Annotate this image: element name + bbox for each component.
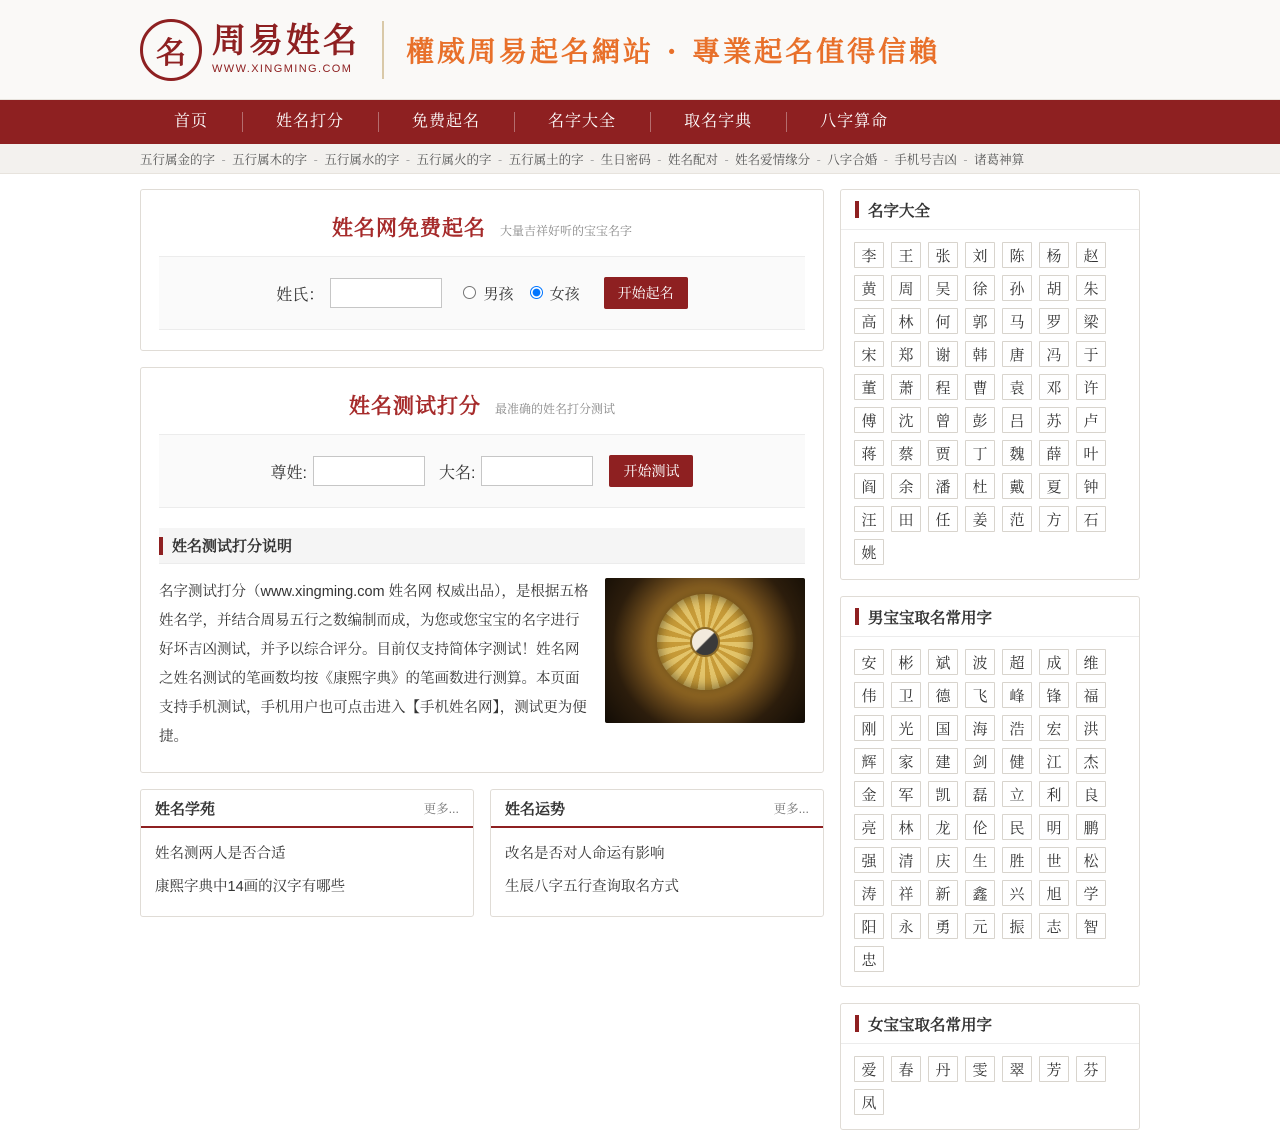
char-cell[interactable]: 福 bbox=[1076, 682, 1106, 708]
char-cell[interactable]: 光 bbox=[891, 715, 921, 741]
char-cell[interactable]: 元 bbox=[965, 913, 995, 939]
char-cell[interactable]: 鹏 bbox=[1076, 814, 1106, 840]
char-cell[interactable]: 周 bbox=[891, 275, 921, 301]
gender-girl-radio[interactable] bbox=[530, 286, 543, 299]
char-cell[interactable]: 峰 bbox=[1002, 682, 1032, 708]
sidebar-title-name-list: 名字大全 bbox=[868, 202, 931, 220]
char-cell[interactable]: 程 bbox=[928, 374, 958, 400]
char-cell[interactable]: 涛 bbox=[854, 880, 884, 906]
char-cell[interactable]: 翠 bbox=[1002, 1056, 1032, 1082]
char-cell[interactable]: 朱 bbox=[1076, 275, 1106, 301]
char-cell[interactable]: 海 bbox=[965, 715, 995, 741]
name-fortune-title: 姓名运势 bbox=[505, 800, 566, 818]
char-cell[interactable]: 梁 bbox=[1076, 308, 1106, 334]
char-cell[interactable]: 沈 bbox=[891, 407, 921, 433]
name-scoring-form bbox=[159, 434, 805, 508]
char-cell[interactable]: 徐 bbox=[965, 275, 995, 301]
char-cell[interactable]: 智 bbox=[1076, 913, 1106, 939]
sidebar-panel-name-list bbox=[840, 189, 1140, 580]
char-cell[interactable]: 宋 bbox=[854, 341, 884, 367]
char-cell[interactable]: 春 bbox=[891, 1056, 921, 1082]
gender-girl-option[interactable] bbox=[525, 283, 580, 304]
main-column bbox=[140, 189, 824, 933]
char-cell[interactable]: 刚 bbox=[854, 715, 884, 741]
char-cell[interactable]: 李 bbox=[854, 242, 884, 268]
char-cell[interactable]: 国 bbox=[928, 715, 958, 741]
title-accent-bar bbox=[855, 608, 859, 625]
gender-girl-label: 女孩 bbox=[549, 285, 580, 303]
char-cell[interactable]: 魏 bbox=[1002, 440, 1032, 466]
char-cell[interactable]: 凯 bbox=[928, 781, 958, 807]
title-accent-bar bbox=[855, 201, 859, 218]
logo-domain: WWW.XINGMING.COM bbox=[212, 62, 353, 75]
char-cell[interactable]: 爱 bbox=[854, 1056, 884, 1082]
char-cell[interactable]: 安 bbox=[854, 649, 884, 675]
char-cell[interactable]: 余 bbox=[891, 473, 921, 499]
char-cell[interactable]: 伟 bbox=[854, 682, 884, 708]
nav-item-naming-dictionary[interactable]: 取名字典 bbox=[650, 100, 786, 144]
subnav-separator: - bbox=[963, 152, 968, 167]
list-item[interactable]: 姓名测两人是否合适 bbox=[155, 846, 286, 862]
char-cell[interactable]: 林 bbox=[891, 814, 921, 840]
char-cell[interactable]: 萧 bbox=[891, 374, 921, 400]
nav-item-name-scoring[interactable]: 姓名打分 bbox=[242, 100, 378, 144]
char-cell[interactable]: 卫 bbox=[891, 682, 921, 708]
char-cell[interactable]: 钟 bbox=[1076, 473, 1106, 499]
char-cell[interactable]: 刘 bbox=[965, 242, 995, 268]
char-cell[interactable]: 石 bbox=[1076, 506, 1106, 532]
list-item[interactable]: 改名是否对人命运有影响 bbox=[505, 846, 665, 862]
char-cell[interactable]: 孙 bbox=[1002, 275, 1032, 301]
scoring-surname-input[interactable] bbox=[313, 456, 425, 486]
scoring-givenname-input[interactable] bbox=[481, 456, 593, 486]
subnav-item-love-affinity[interactable]: 姓名爱情缘分 bbox=[735, 152, 811, 167]
start-naming-button[interactable]: 开始起名 bbox=[604, 277, 688, 309]
char-cell[interactable]: 鑫 bbox=[965, 880, 995, 906]
gender-boy-label: 男孩 bbox=[483, 285, 514, 303]
girl-char-grid bbox=[841, 1044, 1139, 1129]
char-cell[interactable]: 袁 bbox=[1002, 374, 1032, 400]
seal-logo-icon: 名 bbox=[140, 19, 202, 81]
subnav-separator: - bbox=[657, 152, 662, 167]
char-cell[interactable]: 兴 bbox=[1002, 880, 1032, 906]
char-cell[interactable]: 卢 bbox=[1076, 407, 1106, 433]
char-cell[interactable]: 立 bbox=[1002, 781, 1032, 807]
char-cell[interactable]: 韩 bbox=[965, 341, 995, 367]
header-divider bbox=[382, 21, 384, 79]
char-cell[interactable]: 健 bbox=[1002, 748, 1032, 774]
char-cell[interactable]: 谢 bbox=[928, 341, 958, 367]
subnav-item-metal[interactable]: 五行属金的字 bbox=[140, 152, 216, 167]
char-cell[interactable]: 清 bbox=[891, 847, 921, 873]
name-scoring-panel bbox=[140, 367, 824, 773]
title-accent-bar bbox=[159, 537, 163, 555]
char-cell[interactable]: 蔡 bbox=[891, 440, 921, 466]
subnav-separator: - bbox=[590, 152, 595, 167]
explanation-text: 名字测试打分（www.xingming.com 姓名网 权威出品），是根据五格姓名学，并结合周易五行之数编制而成，为您或您宝宝的名字进行好坏吉凶测试，并予以综合评分。目前仅支持简体字测试！姓名网之姓名测试的笔画数均按《康熙字典》的笔画数进行测算。本页面支持手机测试，手机用户也可点击进入【手机姓名网】，测试更为便捷。 bbox=[159, 584, 589, 745]
char-cell[interactable]: 杜 bbox=[965, 473, 995, 499]
subnav-separator: - bbox=[497, 152, 503, 167]
char-cell[interactable]: 阎 bbox=[854, 473, 884, 499]
char-cell[interactable]: 胡 bbox=[1039, 275, 1069, 301]
char-cell[interactable]: 彬 bbox=[891, 649, 921, 675]
char-cell[interactable]: 建 bbox=[928, 748, 958, 774]
subnav-separator: - bbox=[313, 152, 318, 167]
char-cell[interactable]: 芳 bbox=[1039, 1056, 1069, 1082]
char-cell[interactable]: 德 bbox=[928, 682, 958, 708]
free-naming-subtitle: 大量吉祥好听的宝宝名字 bbox=[499, 224, 632, 238]
char-cell[interactable]: 勇 bbox=[928, 913, 958, 939]
char-cell[interactable]: 赵 bbox=[1076, 242, 1106, 268]
char-cell[interactable]: 斌 bbox=[928, 649, 958, 675]
free-naming-form bbox=[159, 256, 805, 330]
char-cell[interactable]: 曾 bbox=[928, 407, 958, 433]
sidebar bbox=[840, 189, 1140, 1146]
char-cell[interactable]: 吴 bbox=[928, 275, 958, 301]
char-cell[interactable]: 金 bbox=[854, 781, 884, 807]
name-fortune-more-link[interactable]: 更多... bbox=[773, 802, 809, 816]
char-cell[interactable]: 芬 bbox=[1076, 1056, 1106, 1082]
subnav-separator: - bbox=[816, 152, 821, 167]
char-cell[interactable]: 家 bbox=[891, 748, 921, 774]
char-cell[interactable]: 振 bbox=[1002, 913, 1032, 939]
free-naming-panel bbox=[140, 189, 824, 351]
char-cell[interactable]: 良 bbox=[1076, 781, 1106, 807]
nav-item-home[interactable]: 首页 bbox=[174, 113, 209, 130]
subnav-item-fire[interactable]: 五行属火的字 bbox=[416, 152, 492, 167]
char-cell[interactable]: 新 bbox=[928, 880, 958, 906]
surname-input[interactable] bbox=[330, 278, 442, 308]
sidebar-title-boy-chars: 男宝宝取名常用字 bbox=[868, 609, 993, 627]
char-cell[interactable]: 飞 bbox=[965, 682, 995, 708]
char-cell[interactable]: 锋 bbox=[1039, 682, 1069, 708]
subnav-item-name-matching[interactable]: 姓名配对 bbox=[667, 152, 718, 167]
char-cell[interactable]: 成 bbox=[1039, 649, 1069, 675]
char-cell[interactable]: 姚 bbox=[854, 539, 884, 565]
logo-title: 周易姓名 bbox=[212, 21, 360, 62]
surname-char-grid bbox=[841, 230, 1139, 579]
naming-academy-more-link[interactable]: 更多... bbox=[423, 802, 459, 816]
char-cell[interactable]: 强 bbox=[854, 847, 884, 873]
gender-boy-radio[interactable] bbox=[463, 286, 476, 299]
char-cell[interactable]: 王 bbox=[891, 242, 921, 268]
char-cell[interactable]: 志 bbox=[1039, 913, 1069, 939]
char-cell[interactable]: 维 bbox=[1076, 649, 1106, 675]
compass-in-hands-photo bbox=[605, 578, 805, 723]
nav-item-free-naming[interactable]: 免费起名 bbox=[378, 100, 514, 144]
char-cell[interactable]: 何 bbox=[928, 308, 958, 334]
char-cell[interactable]: 于 bbox=[1076, 341, 1106, 367]
char-cell[interactable]: 杰 bbox=[1076, 748, 1106, 774]
char-cell[interactable]: 波 bbox=[965, 649, 995, 675]
char-cell[interactable]: 彭 bbox=[965, 407, 995, 433]
char-cell[interactable]: 辉 bbox=[854, 748, 884, 774]
subnav-item-water[interactable]: 五行属水的字 bbox=[324, 152, 400, 167]
list-item[interactable]: 康熙字典中14画的汉字有哪些 bbox=[155, 879, 346, 895]
subnav-item-phone-luck[interactable]: 手机号吉凶 bbox=[894, 152, 957, 167]
char-cell[interactable]: 宏 bbox=[1039, 715, 1069, 741]
char-cell[interactable]: 浩 bbox=[1002, 715, 1032, 741]
char-cell[interactable]: 旭 bbox=[1039, 880, 1069, 906]
char-cell[interactable]: 贾 bbox=[928, 440, 958, 466]
char-cell[interactable]: 郑 bbox=[891, 341, 921, 367]
char-cell[interactable]: 傅 bbox=[854, 407, 884, 433]
subnav-item-bazi-marriage[interactable]: 八字合婚 bbox=[827, 152, 878, 167]
sidebar-title-girl-chars: 女宝宝取名常用字 bbox=[868, 1016, 993, 1034]
subnav-item-earth[interactable]: 五行属土的字 bbox=[508, 152, 584, 167]
char-cell[interactable]: 邓 bbox=[1039, 374, 1069, 400]
char-cell[interactable]: 忠 bbox=[854, 946, 884, 972]
sub-navigation bbox=[0, 144, 1280, 174]
sidebar-panel-boy-chars bbox=[840, 596, 1140, 987]
subnav-separator: - bbox=[405, 152, 410, 167]
char-cell[interactable]: 丁 bbox=[965, 440, 995, 466]
char-cell[interactable]: 曹 bbox=[965, 374, 995, 400]
surname-label: 姓氏： bbox=[276, 286, 325, 304]
subnav-separator: - bbox=[221, 152, 226, 167]
start-test-button[interactable]: 开始测试 bbox=[609, 455, 693, 487]
nav-item-bazi-fortune[interactable]: 八字算命 bbox=[786, 100, 922, 144]
char-cell[interactable]: 姜 bbox=[965, 506, 995, 532]
char-cell[interactable]: 世 bbox=[1039, 847, 1069, 873]
char-cell[interactable]: 方 bbox=[1039, 506, 1069, 532]
char-cell[interactable]: 范 bbox=[1002, 506, 1032, 532]
subnav-item-zhuge-divination[interactable]: 诸葛神算 bbox=[974, 152, 1025, 167]
char-cell[interactable]: 祥 bbox=[891, 880, 921, 906]
scoring-surname-label: 尊姓: bbox=[270, 464, 307, 482]
char-cell[interactable]: 民 bbox=[1002, 814, 1032, 840]
char-cell[interactable]: 郭 bbox=[965, 308, 995, 334]
nav-item-name-list[interactable]: 名字大全 bbox=[514, 100, 650, 144]
naming-academy-panel bbox=[140, 789, 474, 917]
naming-academy-title: 姓名学苑 bbox=[155, 800, 216, 818]
subnav-item-wood[interactable]: 五行属木的字 bbox=[232, 152, 308, 167]
char-cell[interactable]: 超 bbox=[1002, 649, 1032, 675]
name-scoring-subtitle: 最准确的姓名打分测试 bbox=[494, 402, 615, 416]
boy-char-grid bbox=[841, 637, 1139, 986]
char-cell[interactable]: 潘 bbox=[928, 473, 958, 499]
char-cell[interactable]: 蒋 bbox=[854, 440, 884, 466]
char-cell[interactable]: 明 bbox=[1039, 814, 1069, 840]
char-cell[interactable]: 田 bbox=[891, 506, 921, 532]
char-cell[interactable]: 汪 bbox=[854, 506, 884, 532]
char-cell[interactable]: 黄 bbox=[854, 275, 884, 301]
char-cell[interactable]: 松 bbox=[1076, 847, 1106, 873]
char-cell[interactable]: 伦 bbox=[965, 814, 995, 840]
free-naming-title: 姓名网免费起名 bbox=[332, 217, 487, 240]
char-cell[interactable]: 凤 bbox=[854, 1089, 884, 1115]
char-cell[interactable]: 丹 bbox=[928, 1056, 958, 1082]
char-cell[interactable]: 董 bbox=[854, 374, 884, 400]
char-cell[interactable]: 罗 bbox=[1039, 308, 1069, 334]
char-cell[interactable]: 吕 bbox=[1002, 407, 1032, 433]
char-cell[interactable]: 亮 bbox=[854, 814, 884, 840]
char-cell[interactable]: 龙 bbox=[928, 814, 958, 840]
char-cell[interactable]: 洪 bbox=[1076, 715, 1106, 741]
char-cell[interactable]: 高 bbox=[854, 308, 884, 334]
char-cell[interactable]: 杨 bbox=[1039, 242, 1069, 268]
title-accent-bar bbox=[855, 1015, 859, 1032]
explanation-section-title bbox=[159, 528, 805, 564]
name-scoring-title: 姓名测试打分 bbox=[349, 395, 482, 418]
char-cell[interactable]: 唐 bbox=[1002, 341, 1032, 367]
gender-boy-option[interactable] bbox=[458, 283, 513, 304]
char-cell[interactable]: 林 bbox=[891, 308, 921, 334]
char-cell[interactable]: 冯 bbox=[1039, 341, 1069, 367]
char-cell[interactable]: 学 bbox=[1076, 880, 1106, 906]
char-cell[interactable]: 夏 bbox=[1039, 473, 1069, 499]
char-cell[interactable]: 永 bbox=[891, 913, 921, 939]
char-cell[interactable]: 军 bbox=[891, 781, 921, 807]
subnav-separator: - bbox=[724, 152, 729, 167]
sidebar-panel-girl-chars bbox=[840, 1003, 1140, 1130]
char-cell[interactable]: 薛 bbox=[1039, 440, 1069, 466]
char-cell[interactable]: 张 bbox=[928, 242, 958, 268]
char-cell[interactable]: 阳 bbox=[854, 913, 884, 939]
char-cell[interactable]: 马 bbox=[1002, 308, 1032, 334]
main-navigation bbox=[0, 100, 1280, 144]
site-header bbox=[0, 0, 1280, 100]
char-cell[interactable]: 苏 bbox=[1039, 407, 1069, 433]
char-cell[interactable]: 任 bbox=[928, 506, 958, 532]
char-cell[interactable]: 利 bbox=[1039, 781, 1069, 807]
scoring-givenname-label: 大名: bbox=[439, 464, 476, 482]
subnav-separator: - bbox=[883, 152, 888, 167]
name-fortune-panel bbox=[490, 789, 824, 917]
explanation-title-text: 姓名测试打分说明 bbox=[172, 538, 293, 555]
char-cell[interactable]: 剑 bbox=[965, 748, 995, 774]
char-cell[interactable]: 许 bbox=[1076, 374, 1106, 400]
char-cell[interactable]: 磊 bbox=[965, 781, 995, 807]
site-logo[interactable] bbox=[140, 19, 360, 81]
subnav-item-birthday-code[interactable]: 生日密码 bbox=[600, 152, 651, 167]
char-cell[interactable]: 叶 bbox=[1076, 440, 1106, 466]
char-cell[interactable]: 生 bbox=[965, 847, 995, 873]
char-cell[interactable]: 庆 bbox=[928, 847, 958, 873]
list-item[interactable]: 生辰八字五行查询取名方式 bbox=[505, 879, 679, 895]
char-cell[interactable]: 陈 bbox=[1002, 242, 1032, 268]
header-slogan: 權威周易起名網站 · 專業起名值得信賴 bbox=[406, 34, 941, 68]
char-cell[interactable]: 胜 bbox=[1002, 847, 1032, 873]
char-cell[interactable]: 雯 bbox=[965, 1056, 995, 1082]
char-cell[interactable]: 江 bbox=[1039, 748, 1069, 774]
char-cell[interactable]: 戴 bbox=[1002, 473, 1032, 499]
